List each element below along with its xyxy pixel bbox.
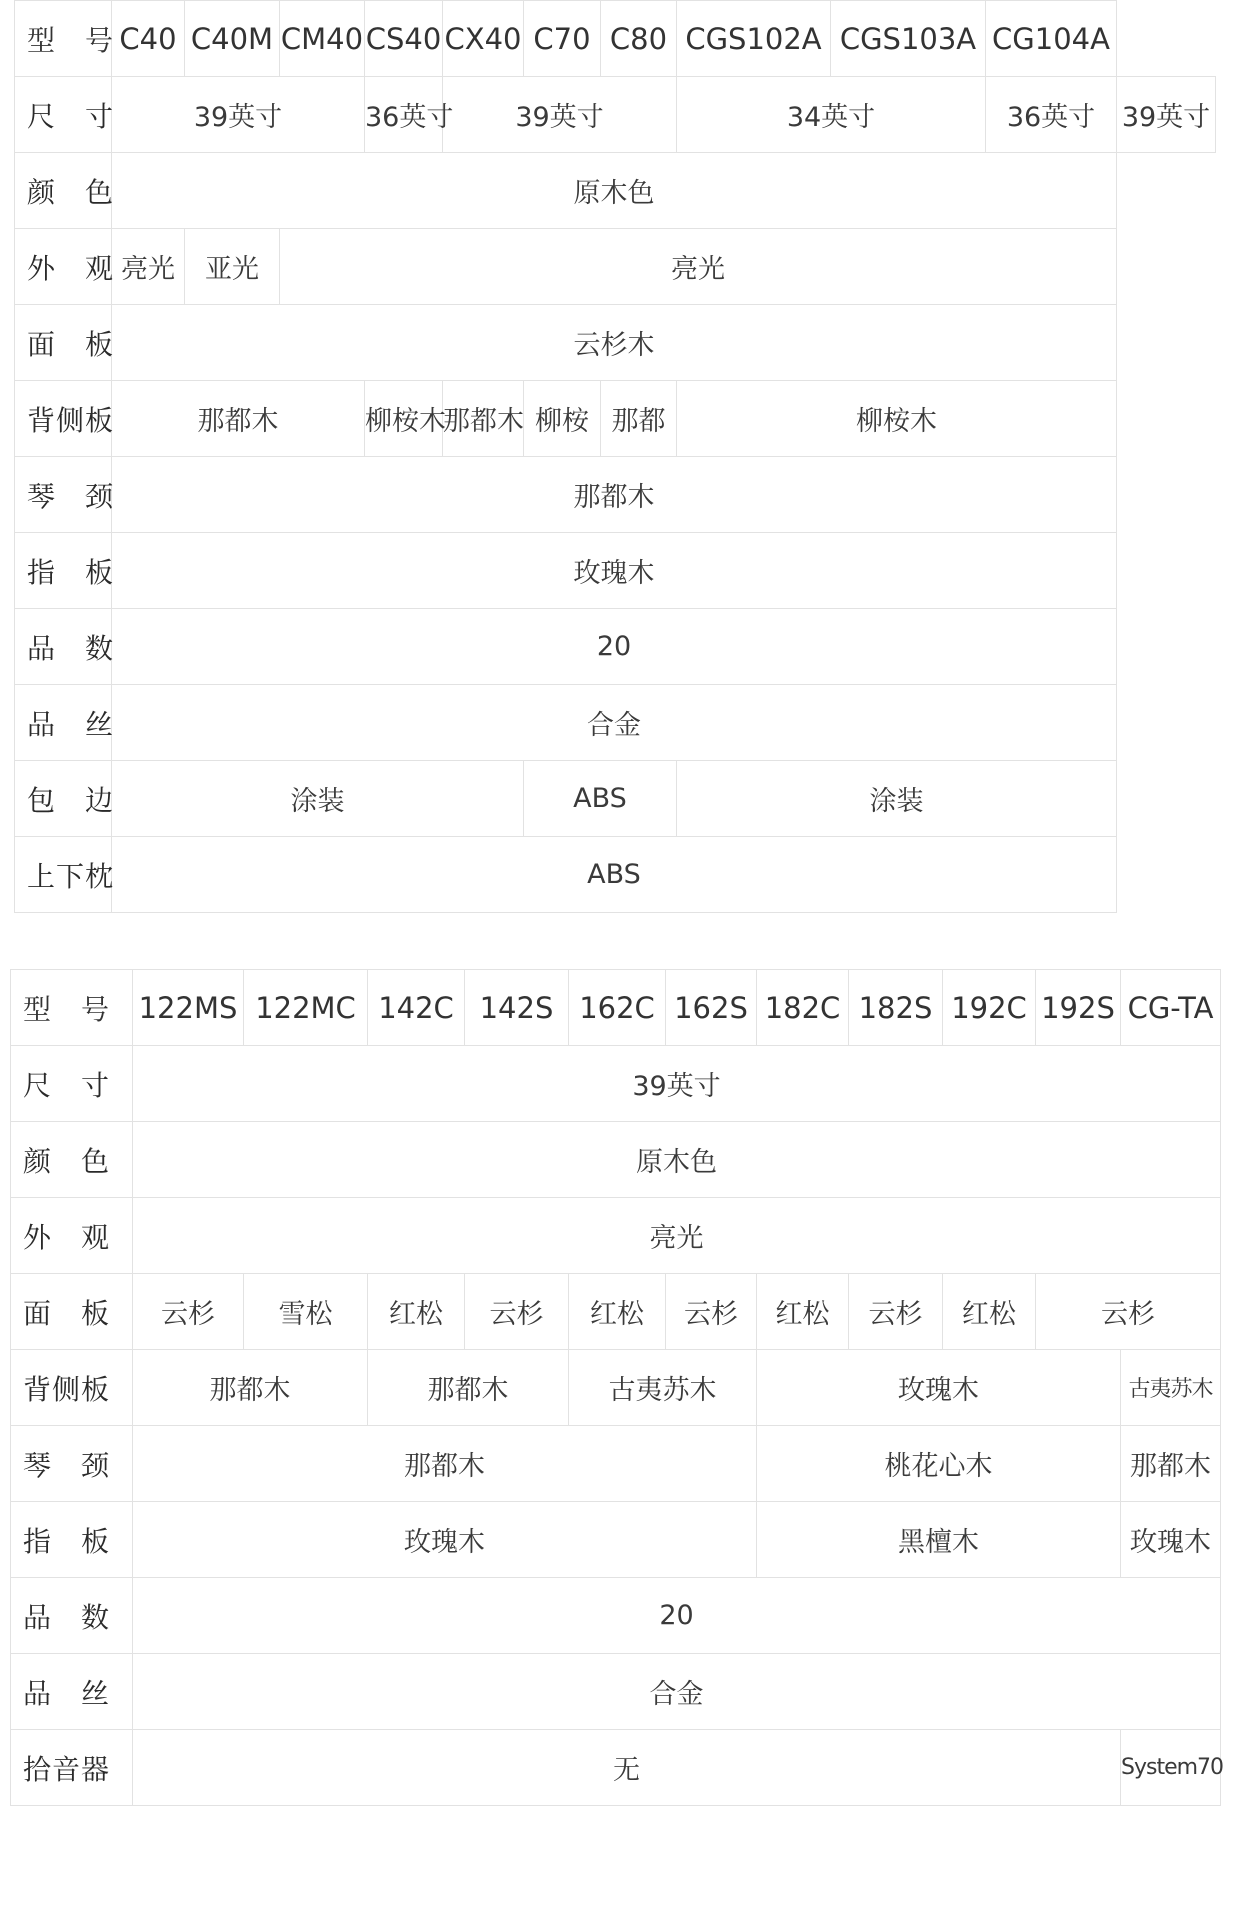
finish-cell: 亚光	[185, 229, 280, 305]
fingerboard-cell: 玫瑰木	[133, 1502, 757, 1578]
model-cell: 192C	[943, 970, 1036, 1046]
fret-wire-cell: 合金	[133, 1654, 1221, 1730]
top-cell: 红松	[943, 1274, 1036, 1350]
back-sides-cell: 柳桉	[524, 381, 601, 457]
row-header-frets: 品 数	[11, 1578, 133, 1654]
row-header-back-sides: 背侧板	[15, 381, 112, 457]
top-cell: 红松	[569, 1274, 666, 1350]
row-header-model: 型 号	[15, 1, 112, 77]
back-sides-cell: 玫瑰木	[757, 1350, 1121, 1426]
row-header-size: 尺 寸	[11, 1046, 133, 1122]
model-cell: CS40	[365, 1, 443, 77]
model-cell: CX40	[443, 1, 524, 77]
row-header-top: 面 板	[11, 1274, 133, 1350]
model-row	[11, 970, 1221, 1046]
model-cell: 122MC	[244, 970, 368, 1046]
row-header-finish: 外 观	[15, 229, 112, 305]
back-sides-cell: 那都木	[368, 1350, 569, 1426]
row-header-color: 颜 色	[15, 153, 112, 229]
row-header-neck: 琴 颈	[15, 457, 112, 533]
back-sides-cell: 古夷苏木	[1121, 1350, 1221, 1426]
fret-wire-row	[11, 1654, 1221, 1730]
back-sides-cell: 那都木	[443, 381, 524, 457]
top-row	[11, 1274, 1221, 1350]
row-header-fingerboard: 指 板	[15, 533, 112, 609]
top-cell: 云杉	[849, 1274, 943, 1350]
neck-row	[11, 1426, 1221, 1502]
row-header-fingerboard: 指 板	[11, 1502, 133, 1578]
binding-row	[15, 761, 1216, 837]
size-cell: 39英寸	[443, 77, 677, 153]
fret-wire-row	[15, 685, 1216, 761]
row-header-frets: 品 数	[15, 609, 112, 685]
model-cell: 182C	[757, 970, 849, 1046]
model-cell: C40M	[185, 1, 280, 77]
top-cell: 云杉	[465, 1274, 569, 1350]
finish-row	[11, 1198, 1221, 1274]
model-cell: CGS103A	[831, 1, 986, 77]
row-header-size: 尺 寸	[15, 77, 112, 153]
frets-row	[15, 609, 1216, 685]
model-cell: 162C	[569, 970, 666, 1046]
top-cell: 云杉	[666, 1274, 757, 1350]
binding-cell: ABS	[524, 761, 677, 837]
size-row	[11, 1046, 1221, 1122]
size-cell: 39英寸	[133, 1046, 1221, 1122]
row-header-finish: 外 观	[11, 1198, 133, 1274]
top-cell: 云杉	[133, 1274, 244, 1350]
model-cell: 192S	[1036, 970, 1121, 1046]
model-cell: CM40	[280, 1, 365, 77]
row-header-pickup: 拾音器	[11, 1730, 133, 1806]
back-sides-cell: 柳桉木	[365, 381, 443, 457]
back-sides-row	[11, 1350, 1221, 1426]
model-cell: 142S	[465, 970, 569, 1046]
back-sides-cell: 那都木	[133, 1350, 368, 1426]
frets-cell: 20	[133, 1578, 1221, 1654]
pickup-cell: System70	[1121, 1730, 1221, 1806]
spec-table-2	[10, 969, 1224, 1806]
model-cell: 162S	[666, 970, 757, 1046]
size-cell: 39英寸	[1117, 77, 1216, 153]
row-header-top: 面 板	[15, 305, 112, 381]
finish-cell: 亮光	[133, 1198, 1221, 1274]
fingerboard-row	[11, 1502, 1221, 1578]
back-sides-cell: 那都木	[112, 381, 365, 457]
row-header-neck: 琴 颈	[11, 1426, 133, 1502]
fingerboard-cell: 玫瑰木	[1121, 1502, 1221, 1578]
top-cell: 红松	[368, 1274, 465, 1350]
size-cell: 39英寸	[112, 77, 365, 153]
model-cell: CG-TA	[1121, 970, 1221, 1046]
fingerboard-row	[15, 533, 1216, 609]
spec-table-1	[14, 0, 1216, 913]
model-cell: C40	[112, 1, 185, 77]
size-cell: 36英寸	[986, 77, 1117, 153]
row-header-binding: 包 边	[15, 761, 112, 837]
neck-row	[15, 457, 1216, 533]
model-cell: CGS102A	[677, 1, 831, 77]
size-cell: 36英寸	[365, 77, 443, 153]
fret-wire-cell: 合金	[112, 685, 1117, 761]
frets-row	[11, 1578, 1221, 1654]
fingerboard-cell: 玫瑰木	[112, 533, 1117, 609]
frets-cell: 20	[112, 609, 1117, 685]
pickup-row	[11, 1730, 1221, 1806]
color-row	[15, 153, 1216, 229]
back-sides-row	[15, 381, 1216, 457]
top-cell: 云杉	[1036, 1274, 1221, 1350]
top-row	[15, 305, 1216, 381]
model-cell: C70	[524, 1, 601, 77]
top-cell: 红松	[757, 1274, 849, 1350]
finish-cell: 亮光	[112, 229, 185, 305]
row-header-back-sides: 背侧板	[11, 1350, 133, 1426]
model-cell: 182S	[849, 970, 943, 1046]
binding-cell: 涂装	[677, 761, 1117, 837]
row-header-fret-wire: 品 丝	[15, 685, 112, 761]
size-row	[15, 77, 1216, 153]
color-cell: 原木色	[133, 1122, 1221, 1198]
size-cell: 34英寸	[677, 77, 986, 153]
fingerboard-cell: 黑檀木	[757, 1502, 1121, 1578]
back-sides-cell: 柳桉木	[677, 381, 1117, 457]
finish-row	[15, 229, 1216, 305]
model-cell: CG104A	[986, 1, 1117, 77]
row-header-nut-saddle: 上下枕	[15, 837, 112, 913]
row-header-fret-wire: 品 丝	[11, 1654, 133, 1730]
color-row	[11, 1122, 1221, 1198]
row-header-color: 颜 色	[11, 1122, 133, 1198]
model-row	[15, 1, 1216, 77]
model-cell: C80	[601, 1, 677, 77]
neck-cell: 那都木	[1121, 1426, 1221, 1502]
back-sides-cell: 古夷苏木	[569, 1350, 757, 1426]
top-cell: 雪松	[244, 1274, 368, 1350]
row-header-model: 型 号	[11, 970, 133, 1046]
neck-cell: 那都木	[112, 457, 1117, 533]
color-cell: 原木色	[112, 153, 1117, 229]
binding-cell: 涂装	[112, 761, 524, 837]
model-cell: 122MS	[133, 970, 244, 1046]
nut-saddle-row	[15, 837, 1216, 913]
neck-cell: 桃花心木	[757, 1426, 1121, 1502]
finish-cell: 亮光	[280, 229, 1117, 305]
neck-cell: 那都木	[133, 1426, 757, 1502]
top-cell: 云杉木	[112, 305, 1117, 381]
back-sides-cell: 那都	[601, 381, 677, 457]
pickup-cell: 无	[133, 1730, 1121, 1806]
model-cell: 142C	[368, 970, 465, 1046]
nut-saddle-cell: ABS	[112, 837, 1117, 913]
